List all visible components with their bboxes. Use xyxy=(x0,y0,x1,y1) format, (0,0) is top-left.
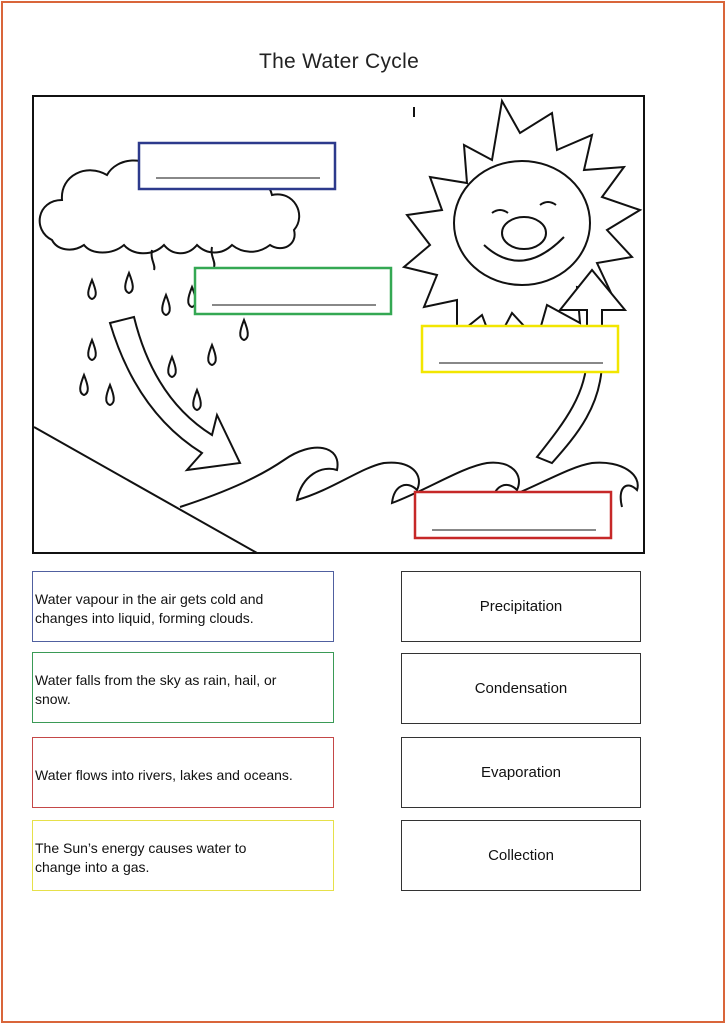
description-card-collection[interactable] xyxy=(32,737,334,808)
description-line: snow. xyxy=(35,691,71,707)
sun-nose xyxy=(502,217,546,249)
label-box-condensation[interactable] xyxy=(139,143,335,189)
description-card-condensation[interactable] xyxy=(32,571,334,642)
term-card-collection[interactable] xyxy=(401,820,641,891)
term-card-precipitation[interactable] xyxy=(401,571,641,642)
term-label: Collection xyxy=(488,847,554,864)
description-card-precipitation[interactable] xyxy=(32,652,334,723)
description-line: Water flows into rivers, lakes and oceans. xyxy=(35,767,293,783)
label-box-collection[interactable] xyxy=(415,492,611,538)
description-card-evaporation[interactable] xyxy=(32,820,334,891)
water-cycle-diagram xyxy=(32,95,646,555)
term-label: Evaporation xyxy=(480,764,562,781)
description-line: changes into liquid, forming clouds. xyxy=(35,610,254,626)
description-line: change into a gas. xyxy=(35,859,150,875)
description-line: Water vapour in the air gets cold and xyxy=(35,591,264,607)
term-label: Condensation xyxy=(474,680,568,697)
description-line: Water falls from the sky as rain, hail, or xyxy=(35,672,277,688)
label-box-precipitation[interactable] xyxy=(195,268,391,314)
page-title: The Water Cycle xyxy=(258,50,420,73)
description-line: The Sun’s energy causes water to xyxy=(35,840,247,856)
label-box-evaporation[interactable] xyxy=(422,326,618,372)
term-card-condensation[interactable] xyxy=(401,653,641,724)
term-label: Precipitation xyxy=(479,598,563,615)
term-card-evaporation[interactable] xyxy=(401,737,641,808)
